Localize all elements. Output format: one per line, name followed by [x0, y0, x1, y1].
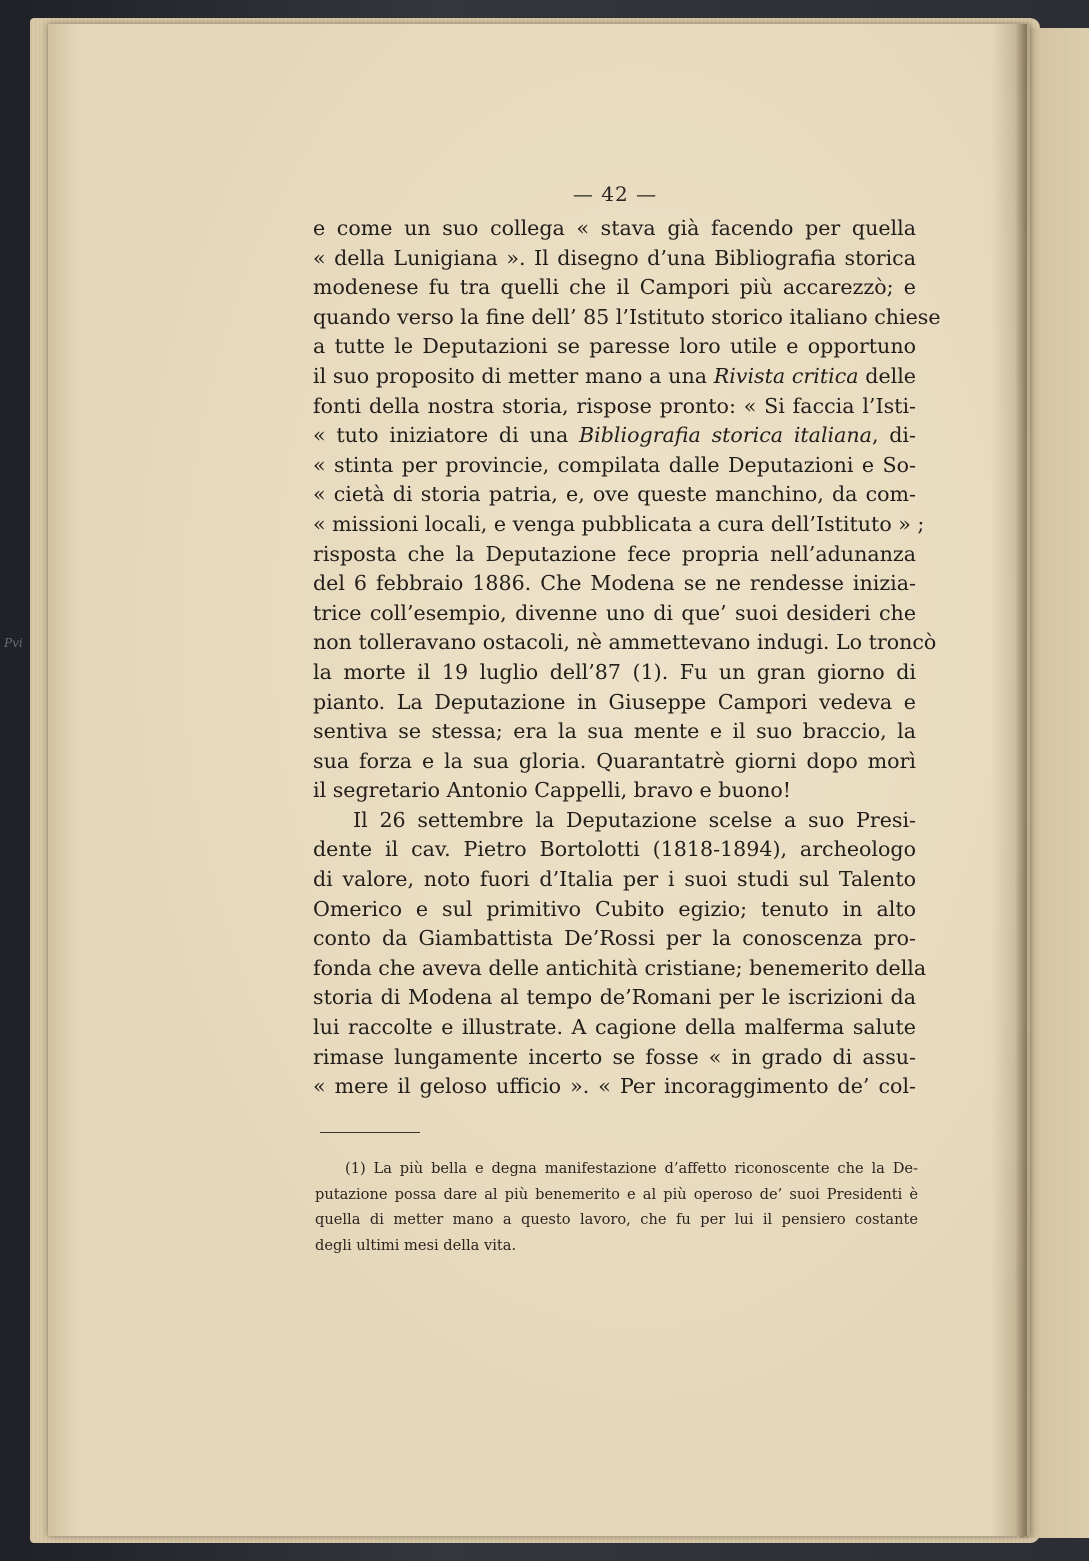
gutter-shadow	[1015, 24, 1027, 1536]
body-line	[313, 747, 916, 777]
body-line	[313, 628, 937, 658]
italic-title: Bibliografia storica italiana	[579, 423, 872, 448]
body-text	[313, 214, 941, 1102]
text-run: delle	[858, 363, 916, 388]
page-number: — 42 —	[572, 182, 658, 206]
text-run: Il 26 settembre la Deputazione scelse a suo Presi-	[353, 807, 916, 832]
footnote-rule	[320, 1132, 420, 1133]
body-line	[313, 1043, 916, 1073]
text-run: pianto. La Deputazione in Giuseppe Campori vedeva e	[313, 689, 916, 714]
body-line	[313, 983, 916, 1013]
body-line	[313, 717, 916, 747]
footnote-line: degli ultimi mesi della vita.	[315, 1236, 517, 1254]
footnote	[315, 1156, 918, 1258]
body-line	[313, 540, 916, 570]
text-run: risposta che la Deputazione fece propria nell’adunanza	[313, 541, 916, 566]
text-run: « cietà di storia patria, e, ove queste manchino, da com-	[313, 482, 916, 507]
text-run: rimase lungamente incerto se fosse « in grado di assu-	[313, 1044, 916, 1069]
text-run: la morte il 19 luglio dell’87 (1). Fu un gran giorno di	[313, 659, 916, 684]
body-line	[313, 924, 916, 954]
margin-mark: Pvi	[4, 636, 23, 650]
text-run: fonda che aveva delle antichità cristiane; benemerito della	[313, 955, 927, 980]
body-line	[313, 244, 916, 274]
body-line	[313, 865, 916, 895]
body-line	[313, 362, 916, 392]
text-run: , di-	[871, 423, 916, 448]
facing-page-edge	[1020, 28, 1089, 1538]
text-run: e come un suo collega « stava già facendo per quella	[313, 216, 916, 240]
text-run: fonti della nostra storia, rispose pronto: « Si faccia l’Isti-	[313, 393, 916, 418]
body-line	[313, 421, 916, 451]
text-run: non tolleravano ostacoli, nè ammettevano indugi. Lo troncò	[313, 630, 937, 655]
italic-title: Rivista critica	[713, 363, 859, 388]
text-run: di valore, noto fuori d’Italia per i suoi studi sul Talento	[313, 867, 916, 892]
text-run: « stinta per provincie, compilata dalle Deputazioni e So-	[313, 452, 916, 477]
body-line	[313, 806, 916, 836]
text-run: « missioni locali, e venga pubblicata a cura dell’Istituto » ;	[313, 511, 925, 536]
text-run: conto da Giambattista De’Rossi per la conoscenza pro-	[313, 926, 916, 951]
text-run: storia di Modena al tempo de’Romani per le iscrizioni da	[313, 985, 916, 1010]
text-run: trice coll’esempio, divenne uno di que’ suoi desideri che	[313, 600, 916, 625]
body-line	[313, 303, 941, 333]
text-run: quando verso la fine dell’ 85 l’Istituto storico italiano chiese	[313, 304, 941, 329]
text-run: Omerico e sul primitivo Cubito egizio; tenuto in alto	[313, 896, 916, 921]
body-line	[313, 480, 916, 510]
body-line	[313, 1013, 916, 1043]
text-run: dente il cav. Pietro Bortolotti (1818-1894), archeologo	[313, 837, 916, 862]
body-line	[313, 273, 916, 303]
body-line	[313, 569, 916, 599]
footnote-line: putazione possa dare al più benemerito e al più operoso de’ suoi Presidenti è	[315, 1185, 918, 1203]
body-line	[313, 451, 916, 481]
text-run: modenese fu tra quelli che il Campori più accarezzò; e	[313, 275, 916, 300]
text-run: il suo proposito di metter mano a una	[313, 363, 714, 388]
footnote-line: quella di metter mano a questo lavoro, che fu per lui il pensiero costante	[315, 1211, 918, 1228]
body-line	[313, 954, 927, 984]
body-line	[313, 688, 916, 718]
body-line	[313, 392, 916, 422]
body-line	[313, 895, 916, 925]
text-run: lui raccolte e illustrate. A cagione della malferma salute	[313, 1015, 916, 1040]
text-run: « mere il geloso ufficio ». « Per incoraggimento de’ col-	[313, 1074, 916, 1099]
text-run: del 6 febbraio 1886. Che Modena se ne rendesse inizia-	[313, 571, 916, 596]
text-run: sentiva se stessa; era la sua mente e il suo braccio, la	[313, 719, 916, 744]
text-run: sua forza e la sua gloria. Quarantatrè giorni dopo morì	[313, 748, 916, 773]
body-line	[313, 776, 916, 806]
body-line	[313, 510, 925, 540]
body-line	[313, 835, 916, 865]
body-line	[313, 658, 916, 688]
body-line	[313, 214, 916, 244]
body-line	[313, 332, 916, 362]
text-run: a tutte le Deputazioni se paresse loro utile e opportuno	[313, 334, 916, 359]
text-run: « della Lunigiana ». Il disegno d’una Bibliografia storica	[313, 245, 916, 270]
footnote-line: (1) La più bella e degna manifestazione d’affetto riconoscente che la De-	[345, 1160, 918, 1177]
text-run: « tuto iniziatore di una	[313, 423, 580, 448]
body-line	[313, 1072, 916, 1102]
body-line	[313, 599, 916, 629]
text-run: il segretario Antonio Cappelli, bravo e buono!	[313, 778, 792, 803]
